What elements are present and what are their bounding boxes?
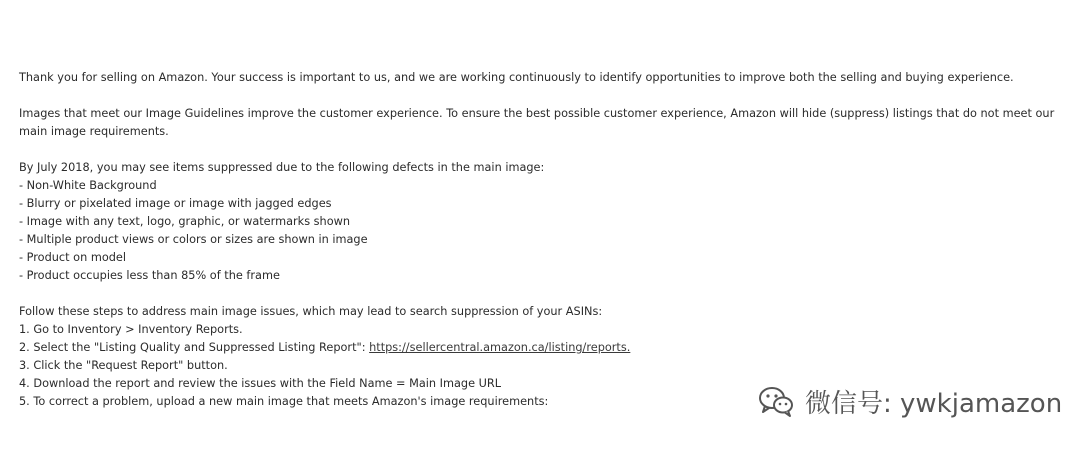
defect-item: - Multiple product views or colors or sizes are shown in image — [19, 233, 368, 246]
steps-heading: Follow these steps to address main image issues, which may lead to search suppression of your ASINs: — [19, 305, 603, 318]
watermark-text: 微信号: ywkjamazon — [805, 388, 1063, 419]
step-item — [19, 339, 1064, 357]
defect-item: - Blurry or pixelated image or image with jagged edges — [19, 197, 332, 210]
wechat-icon — [757, 384, 795, 418]
wechat-watermark — [757, 381, 1062, 421]
step-item: 1. Go to Inventory > Inventory Reports. — [19, 323, 243, 336]
defect-item: - Product on model — [19, 251, 126, 264]
defect-item: - Non-White Background — [19, 179, 157, 192]
step-item: 5. To correct a problem, upload a new main image that meets Amazon's image requirements: — [19, 395, 549, 408]
images-paragraph-line-2: main image requirements. — [19, 125, 169, 138]
email-body — [19, 69, 1064, 411]
paragraph-gap — [19, 285, 1064, 303]
intro-paragraph: Thank you for selling on Amazon. Your success is important to us, and we are working continuously to identify opportunities to improve both the selling and buying experience. — [19, 71, 1014, 84]
defect-item: - Image with any text, logo, graphic, or watermarks shown — [19, 215, 351, 228]
paragraph-gap — [19, 87, 1064, 105]
step-2-text: 2. Select the "Listing Quality and Suppressed Listing Report": — [19, 341, 370, 354]
images-paragraph-line-1: Images that meet our Image Guidelines improve the customer experience. To ensure the best possible customer experience, Amazon will hide (suppress) listings that do not meet our — [19, 107, 1055, 120]
step-item: 4. Download the report and review the issues with the Field Name = Main Image URL — [19, 377, 502, 390]
report-link[interactable]: https://sellercentral.amazon.ca/listing/reports. — [369, 341, 631, 354]
step-item: 3. Click the "Request Report" button. — [19, 359, 228, 372]
paragraph-gap — [19, 141, 1064, 159]
defect-item: - Product occupies less than 85% of the frame — [19, 269, 280, 282]
defects-heading: By July 2018, you may see items suppressed due to the following defects in the main image: — [19, 161, 545, 174]
